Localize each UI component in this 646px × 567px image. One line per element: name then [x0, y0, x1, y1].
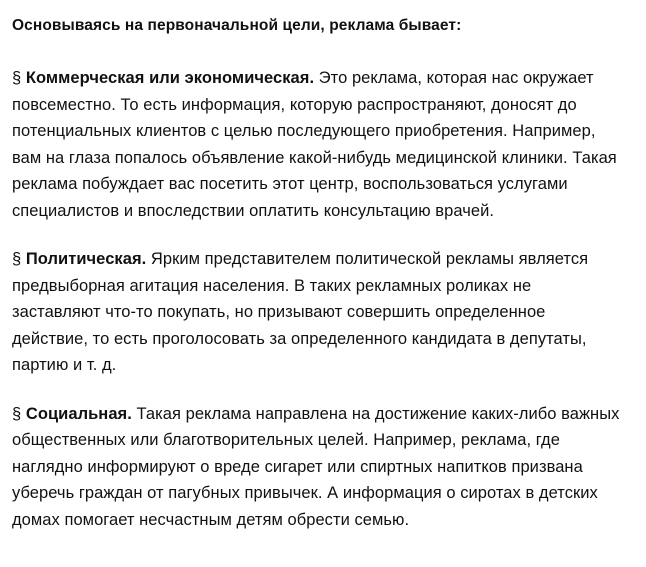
section-marker: §	[12, 404, 22, 423]
item-term: Коммерческая или экономическая.	[25, 69, 315, 87]
section-marker: §	[12, 69, 22, 87]
item-text: Такая реклама направлена на достижение каких-либо важных общественных или благотворительных целей. Например, реклама, где наглядно информируют о вреде сигарет или спиртных напитков призвана уберечь граждан от пагубных привычек. А информация о сиротах в детских домах помогает несчастным детям обрести семью.	[12, 404, 620, 529]
item-text: Это реклама, которая нас окружает повсеместно. То есть информация, которую распространяют, доносят до потенциальных клиентов с целью последующего приобретения. Например, вам на глаза попалось объявление какой-нибудь медицинской клиники. Такая реклама побуждает вас посетить этот центр, воспользоваться услугами специалистов и впоследствии оплатить консультацию врачей.	[12, 69, 617, 220]
item-term: Политическая.	[25, 250, 147, 268]
item-social	[12, 401, 622, 534]
section-marker: §	[12, 250, 22, 268]
item-text: Ярким представителем политической рекламы является предвыборная агитация населения. В таких рекламных роликах не заставляют что-то покупать, но призывают совершить определенное действие, то есть проголосовать за определенного кандидата в депутаты, партию и т. д.	[12, 250, 589, 374]
item-political	[12, 246, 622, 379]
item-commercial	[12, 65, 622, 224]
section-heading: Основываясь на первоначальной цели, реклама бывает:	[12, 17, 462, 34]
item-term: Социальная.	[25, 404, 132, 423]
